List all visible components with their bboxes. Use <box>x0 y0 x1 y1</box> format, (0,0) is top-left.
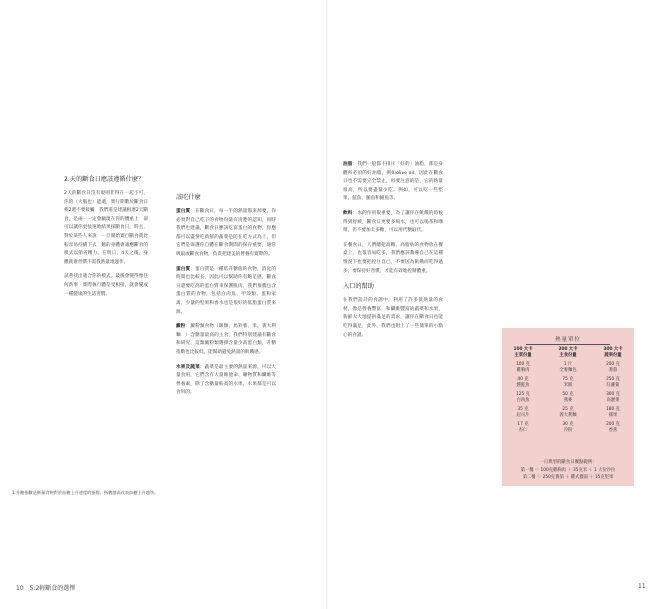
paragraph-text: 在餐食日，人們總把高糖、高脂肪的食物放在餐桌上，也很容易吃多，我們應該教導自己在這種情況下也要把控住自己，不要因為飢餓而吃得過多，要保持好習慣，才能有效地控制體重。 <box>343 242 443 274</box>
cell-food: 義大利麵 <box>559 413 577 418</box>
cell-food: 高麗菜 <box>606 398 620 403</box>
right-column <box>343 161 443 346</box>
cell <box>596 377 630 389</box>
paragraph <box>176 323 276 357</box>
cell-food: 燻鮭魚 <box>516 383 530 388</box>
page-number-left: 10 5:2輕斷食的選擇 <box>16 585 76 592</box>
left-column-1 <box>64 175 148 305</box>
paragraph-text: ：蛋白質是一種低升糖值的食物，消化的時間也比較長，因此可以幫助你有飽足感，斷食日還要吃高的蛋白質來保護肌肉，我們推薦包含蛋白質的食物，包括白肉魚、甲殼類、蛋和家禽。少量的堅果和香水也是很好的低脂蛋白質來源。 <box>176 266 276 315</box>
cell <box>551 407 585 419</box>
term: 油脂 <box>343 162 353 167</box>
paragraph <box>176 364 276 398</box>
paragraph <box>176 266 276 318</box>
cell <box>596 392 630 404</box>
cell-amount: 17 克 <box>517 422 529 427</box>
header-line: 主菜份量 <box>514 353 532 358</box>
term: 蛋白質 <box>176 209 191 214</box>
term: 澱粉 <box>176 324 186 330</box>
cell <box>596 422 630 434</box>
cell-amount: 200 克 <box>606 362 620 367</box>
column-header <box>506 347 540 359</box>
cell <box>551 377 585 389</box>
paragraph <box>343 210 443 236</box>
cell-amount: 300 克 <box>606 392 620 397</box>
example-line: 第一餐 ＝ 100克雞胸肉 ＋ 35克米 ＋ 1 大份沙拉 <box>520 468 616 473</box>
cell-food: 番茄 <box>608 368 618 373</box>
header-line: 200 大卡 <box>558 347 578 352</box>
cell-amount: 25 克 <box>562 407 574 412</box>
title-rule <box>526 344 610 345</box>
cell <box>506 392 540 404</box>
paragraph <box>343 242 443 276</box>
infobox-title: 熱量單位 <box>555 337 581 343</box>
cell-food: 紅蘿蔔 <box>606 383 620 388</box>
paragraph-text: ：澱粉類食物（飯類、馬鈴薯、米，義大利麵 ）含糖量最高的主食，我們特別建議有斷食和研究，這類澱粉類選擇含量少高蛋白類，升糖指數也比較低，能幫助避免熱量的飢餓感。 <box>176 324 276 355</box>
cell <box>596 362 630 374</box>
left-column-2 <box>176 193 276 404</box>
example-line: 第二餐 ＝ 250克番茄 ＋ 雞式濃湯 ＋ 15克堅果 <box>522 475 614 480</box>
paragraph <box>176 208 276 260</box>
cell-amount: 30 克 <box>562 422 574 427</box>
page-number-right: 11 <box>638 583 646 590</box>
cell-food: 蘋果 <box>608 413 618 418</box>
cell-food: 全麥麵包 <box>559 368 577 373</box>
sub-heading: 入口的幫助 <box>343 283 374 291</box>
calorie-infobox <box>502 328 634 486</box>
cell <box>551 362 585 374</box>
cell-food: 雞胸肉 <box>516 368 530 373</box>
paragraph-text: ：蔬菜是最主要的熱量來源，可以大量食用，它們含有大量維他命、礦物質和纖維等營養素，除了含糖量較高的水果，水果都是可以食用的。 <box>176 364 276 396</box>
paragraph-text: ：水的作用很重要，為了讓你在飢餓的時候得到舒緩，斷食日更要多喝水，也可以喝茶和咖啡，但不要加太多糖，可以用代糖取代。 <box>343 210 443 234</box>
cell <box>506 377 540 389</box>
cell-amount: 100 克 <box>516 362 530 367</box>
cell <box>596 407 630 419</box>
paragraph-text: ：我們一般都不排斥「好的」油脂，那是身體所必須的好油脂，例如olive oil，因此在斷食日也不需要完全禁止，但要注意的是，它的熱量很高，所以要盡量少吃。例如，可以吃一些堅果，鮭魚、鮪魚和鯖魚等。 <box>343 162 443 202</box>
cell-food: 白肉魚 <box>516 398 530 403</box>
cell <box>551 422 585 434</box>
cell-food: 米飯 <box>563 383 573 388</box>
cell-amount: 200 克 <box>606 422 620 427</box>
header-line: 300 大卡 <box>603 347 623 352</box>
cell-amount: 125 克 <box>516 392 530 397</box>
header-line: 蔬果份量 <box>604 353 622 358</box>
cell <box>506 407 540 419</box>
infobox-column <box>506 347 540 437</box>
cell-amount: 1 片 <box>563 362 573 367</box>
header-line: 主食份量 <box>559 353 577 358</box>
cell <box>551 392 585 404</box>
section-heading: 2.天的斷食日應該遵循什麼？ <box>64 176 145 183</box>
term: 水果及蔬菜 <box>176 364 200 370</box>
paragraph: 在我們設計的食譜中，利用了許多低熱量的食材，像是營養豐富 和纖維豐富的蔬菜和水果，新鮮大大地提供滿足的需求，讓你在斷食日也能吃得滿足，此外，我們也附上了一些簡單的小點心的食譜。 <box>343 298 443 338</box>
paragraph-text: ：在斷食日，每一半的熱量都來源要，你必須對自己吃下的食物份量有清楚的認知，同時我們也建議，斷食日應該吃富蛋白的食物，你應都可以盡情吃新鮮的蔬菜是防在吃方式為上，但它們是保護你自體在斷食期間的保存重要，通常吸取或斷食食物，負責把建美的營養有實際的。 <box>176 209 276 257</box>
gutter-shadow <box>326 0 328 609</box>
section-heading: 該吃什麼 <box>176 194 201 201</box>
paragraph <box>343 161 443 204</box>
cell <box>506 422 540 434</box>
cell-amount: 40 克 <box>517 377 529 382</box>
term: 飲料 <box>343 210 353 216</box>
cell-amount: 75 克 <box>562 377 574 382</box>
cell-amount: 250 克 <box>606 377 620 382</box>
cell-food: 起司片 <box>516 413 530 418</box>
term: 蛋白質 <box>176 266 191 272</box>
cell-food: 燕麥 <box>563 398 573 403</box>
cell-amount: 50 克 <box>562 392 574 397</box>
paragraph: 試著找出適合你的模式。最後會變得像任何新事 實際執行體是受相接，就會變成一種健康的生活習慣。 <box>64 274 148 297</box>
column-header <box>596 347 630 359</box>
example-title: 一日典型的斷食日餐點範例： <box>512 459 624 465</box>
column-header <box>551 347 585 359</box>
cell-food: 杏仁 <box>518 428 528 433</box>
infobox-column <box>596 347 630 437</box>
cell-amount: 180 克 <box>606 407 620 412</box>
cell <box>506 362 540 374</box>
paragraph: 2天的斷食日沒有規則非得在一起不可，你的（大腦也）能適，實行期數於斷食日相2週不要接觸 我們還是建議相連2天斷食，是兩一一定會顧現在你的體重上 卻可以讓你更快速地結果採斷食日，時且，對於某些人來說 一旦開始實行斷食就比較容易持續下去 她的身體會適應斷食的模式以節省精力，在明日，4天之後，身體就會習慣不需我熱量地運作。 <box>64 191 148 265</box>
header-line: 100 大卡 <box>513 347 533 352</box>
cell-food: 冷粉 <box>563 428 573 433</box>
infobox-column <box>551 347 585 437</box>
cell-amount: 35 克 <box>517 407 529 412</box>
cell-food: 香蕉 <box>608 428 618 433</box>
footnote: 1.升糖指數是衡量食物對於血糖上升速度的指標，指數越高代表血糖上升越快。 <box>12 490 159 495</box>
